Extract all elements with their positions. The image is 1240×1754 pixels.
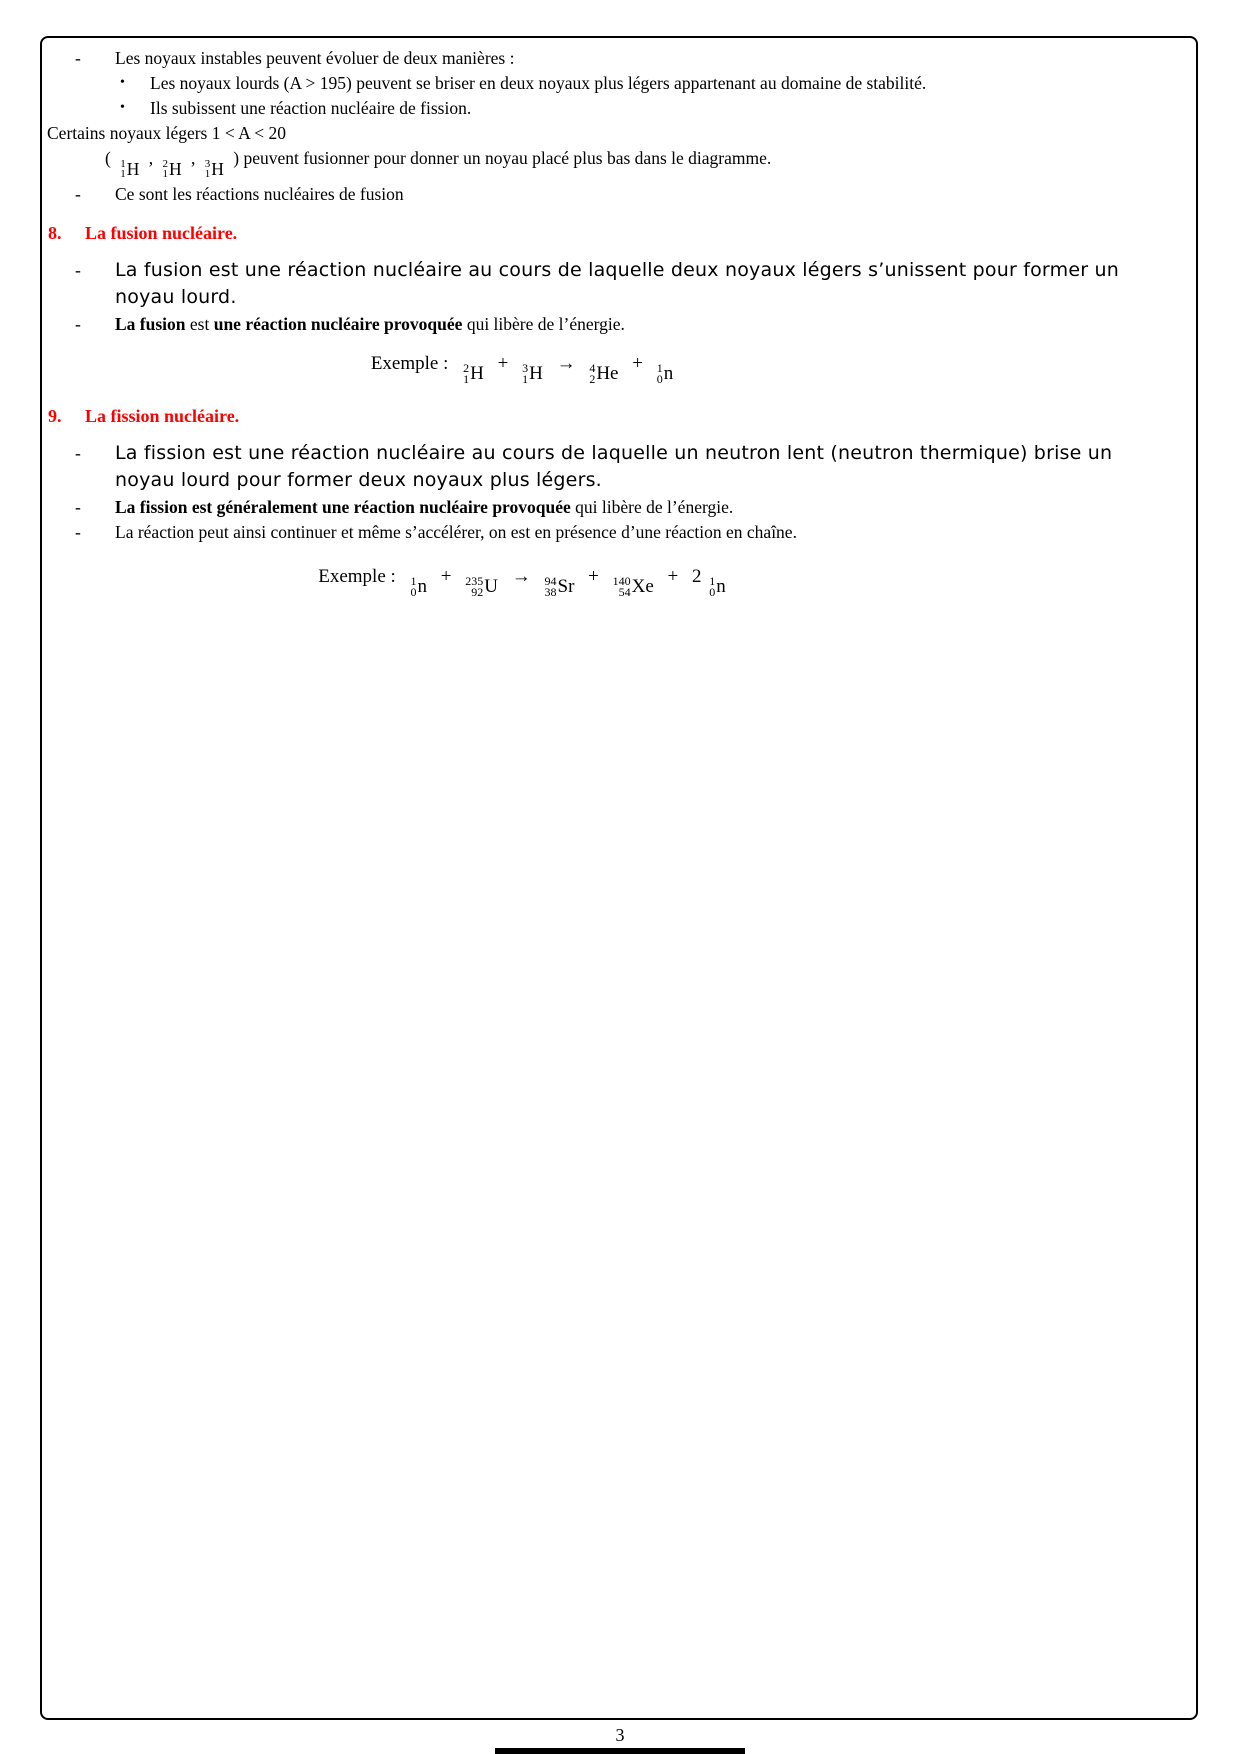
fusion-definition-text [115,257,1196,311]
element-symbol: H [529,363,543,384]
fission-property-text [115,495,1196,519]
nuclide-prescript [613,576,631,598]
coefficient: 2 [692,566,702,587]
plus-operator: + [588,566,599,587]
fusion-example-equation [42,349,1002,389]
nuclide-xe140 [613,572,654,602]
element-symbol: n [716,576,726,597]
dash-marker: - [75,260,81,280]
section-8-heading [42,221,1196,245]
mass-number: 4 [589,361,596,375]
mass-number: 1 [709,574,716,588]
nuclide-h2 [463,359,484,389]
section-8-title: La fusion nucléaire. [85,223,238,243]
dash-marker: - [75,314,81,334]
atomic-number: 2 [589,372,596,386]
fission-definition-text [115,440,1196,494]
atomic-number: 1 [204,168,211,180]
plus-operator: + [497,353,509,374]
fission-definition-line2: noyau lourd pour former deux noyaux plus légers. [115,469,602,491]
element-symbol: H [126,159,140,179]
mass-number: 1 [410,574,417,588]
atomic-number: 54 [618,585,631,599]
fission-chain-line [42,520,1196,544]
dash-marker: - [75,522,81,542]
nuclide-h2 [162,157,181,181]
fusion-property-plain2: qui libère de l’énergie. [462,314,625,334]
nuclide-prescript [205,159,211,179]
intro-fusion-reactions-text: Ce sont les réactions nucléaires de fusion [115,184,404,204]
example-label: Exemple : [370,353,449,374]
atomic-number: 0 [656,372,663,386]
atomic-number: 0 [709,585,716,599]
page-border-frame [40,36,1198,1720]
nuclide-prescript [120,159,126,179]
mass-number: 1 [656,361,663,375]
arrow-operator: → [556,353,576,374]
nuclide-u235 [465,572,498,602]
nuclide-prescript [162,159,168,179]
element-symbol: n [417,576,428,597]
section-8-number: 8. [48,223,62,243]
dash-marker: - [75,48,81,68]
dash-marker: - [75,497,81,517]
comma-separator: , [148,148,154,168]
dash-marker: - [75,443,81,463]
plus-operator: + [667,566,679,587]
mass-number: 3 [204,158,211,170]
fusion-property-bold1: La fusion [115,314,186,334]
intro-fusion-reactions-line [42,182,1196,206]
nuclide-n1 [411,572,428,602]
nuclide-h1 [120,157,139,181]
atomic-number: 1 [522,372,529,386]
atomic-number: 1 [463,372,470,386]
fission-definition [42,440,1196,494]
element-symbol: Sr [557,576,575,597]
atomic-number: 1 [120,168,126,180]
fission-example-equation [42,562,1002,602]
bullet-fission-reaction-text: Ils subissent une réaction nucléaire de fission. [150,98,472,118]
fusion-property-bold2: une réaction nucléaire provoquée [213,314,463,334]
atomic-number: 38 [544,585,557,599]
comma-separator: , [190,148,196,168]
nuclide-n1 [657,359,674,389]
fusion-property-text [115,312,1196,336]
nuclide-prescript [463,363,469,385]
mass-number: 94 [544,574,557,588]
isotope-line-continuation: ) peuvent fusionner pour donner un noyau placé plus bas dans le diagramme. [233,148,772,168]
fission-property-bold1: La fission est généralement une réaction nucléaire provoquée [115,497,571,517]
element-symbol: U [484,576,498,597]
mass-number: 2 [463,361,470,375]
fusion-definition-line2: noyau lourd. [115,286,237,308]
mass-number: 140 [612,574,631,588]
nuclide-h3 [205,157,224,181]
paren-open: ( [105,148,111,168]
intro-light-nuclei-line [42,121,1196,145]
atomic-number: 92 [471,585,484,599]
bullet-marker: • [120,75,125,90]
plus-operator: + [440,566,452,587]
fusion-property [42,312,1196,336]
plus-operator: + [632,353,643,374]
nuclide-h3 [522,359,543,389]
element-symbol: H [168,159,182,179]
nuclide-prescript [709,576,715,598]
nuclide-prescript [657,363,663,385]
bullet-heavy-nuclei-text: Les noyaux lourds (A > 195) peuvent se briser en deux noyaux plus légers appartenant au domaine de stabilité. [150,73,927,93]
example-label: Exemple : [318,566,396,587]
fission-definition-line1: La fission est une réaction nucléaire au cours de laquelle un neutron lent (neutron thermique) brise un [115,442,1113,464]
element-symbol: H [470,363,484,384]
page-number: 3 [615,1725,625,1745]
mass-number: 235 [465,574,484,588]
fusion-definition-line1: La fusion est une réaction nucléaire au cours de laquelle deux noyaux légers s’unissent pour former un [115,259,1119,281]
mass-number: 1 [120,158,126,170]
nuclide-he4 [589,359,618,389]
nuclide-prescript [522,363,528,385]
nuclide-prescript [465,576,483,598]
fission-chain-text: La réaction peut ainsi continuer et même s’accélérer, on est en présence d’une réaction en chaîne. [115,522,797,542]
mass-number: 2 [162,158,168,170]
fission-property [42,495,1196,519]
next-page-edge [495,1748,745,1754]
intro-isotope-list-line [42,146,1196,181]
mass-number: 3 [522,361,529,375]
section-9-title: La fission nucléaire. [85,406,240,426]
intro-line-unstable [42,46,1196,70]
nuclide-n1 [709,572,726,602]
fusion-definition [42,257,1196,311]
fusion-property-plain1: est [185,314,214,334]
bullet-heavy-nuclei [42,71,1196,95]
element-symbol: H [211,159,224,179]
arrow-operator: → [511,566,531,587]
nuclide-prescript [545,576,557,598]
section-9-heading [42,404,1196,428]
fission-property-plain1: qui libère de l’énergie. [570,497,734,517]
bullet-marker: • [120,100,125,115]
section-9-number: 9. [48,406,62,426]
bullet-fission-reaction [42,96,1196,120]
atomic-number: 1 [162,168,168,180]
dash-marker: - [75,184,81,204]
atomic-number: 0 [410,585,417,599]
nuclide-prescript [589,363,595,385]
nuclide-sr94 [545,572,575,602]
element-symbol: n [663,363,674,384]
element-symbol: He [596,363,619,384]
element-symbol: Xe [631,576,654,597]
intro-light-nuclei-text: Certains noyaux légers 1 < A < 20 [47,123,286,143]
intro-line-unstable-text: Les noyaux instables peuvent évoluer de deux manières : [115,48,515,68]
nuclide-prescript [411,576,417,598]
